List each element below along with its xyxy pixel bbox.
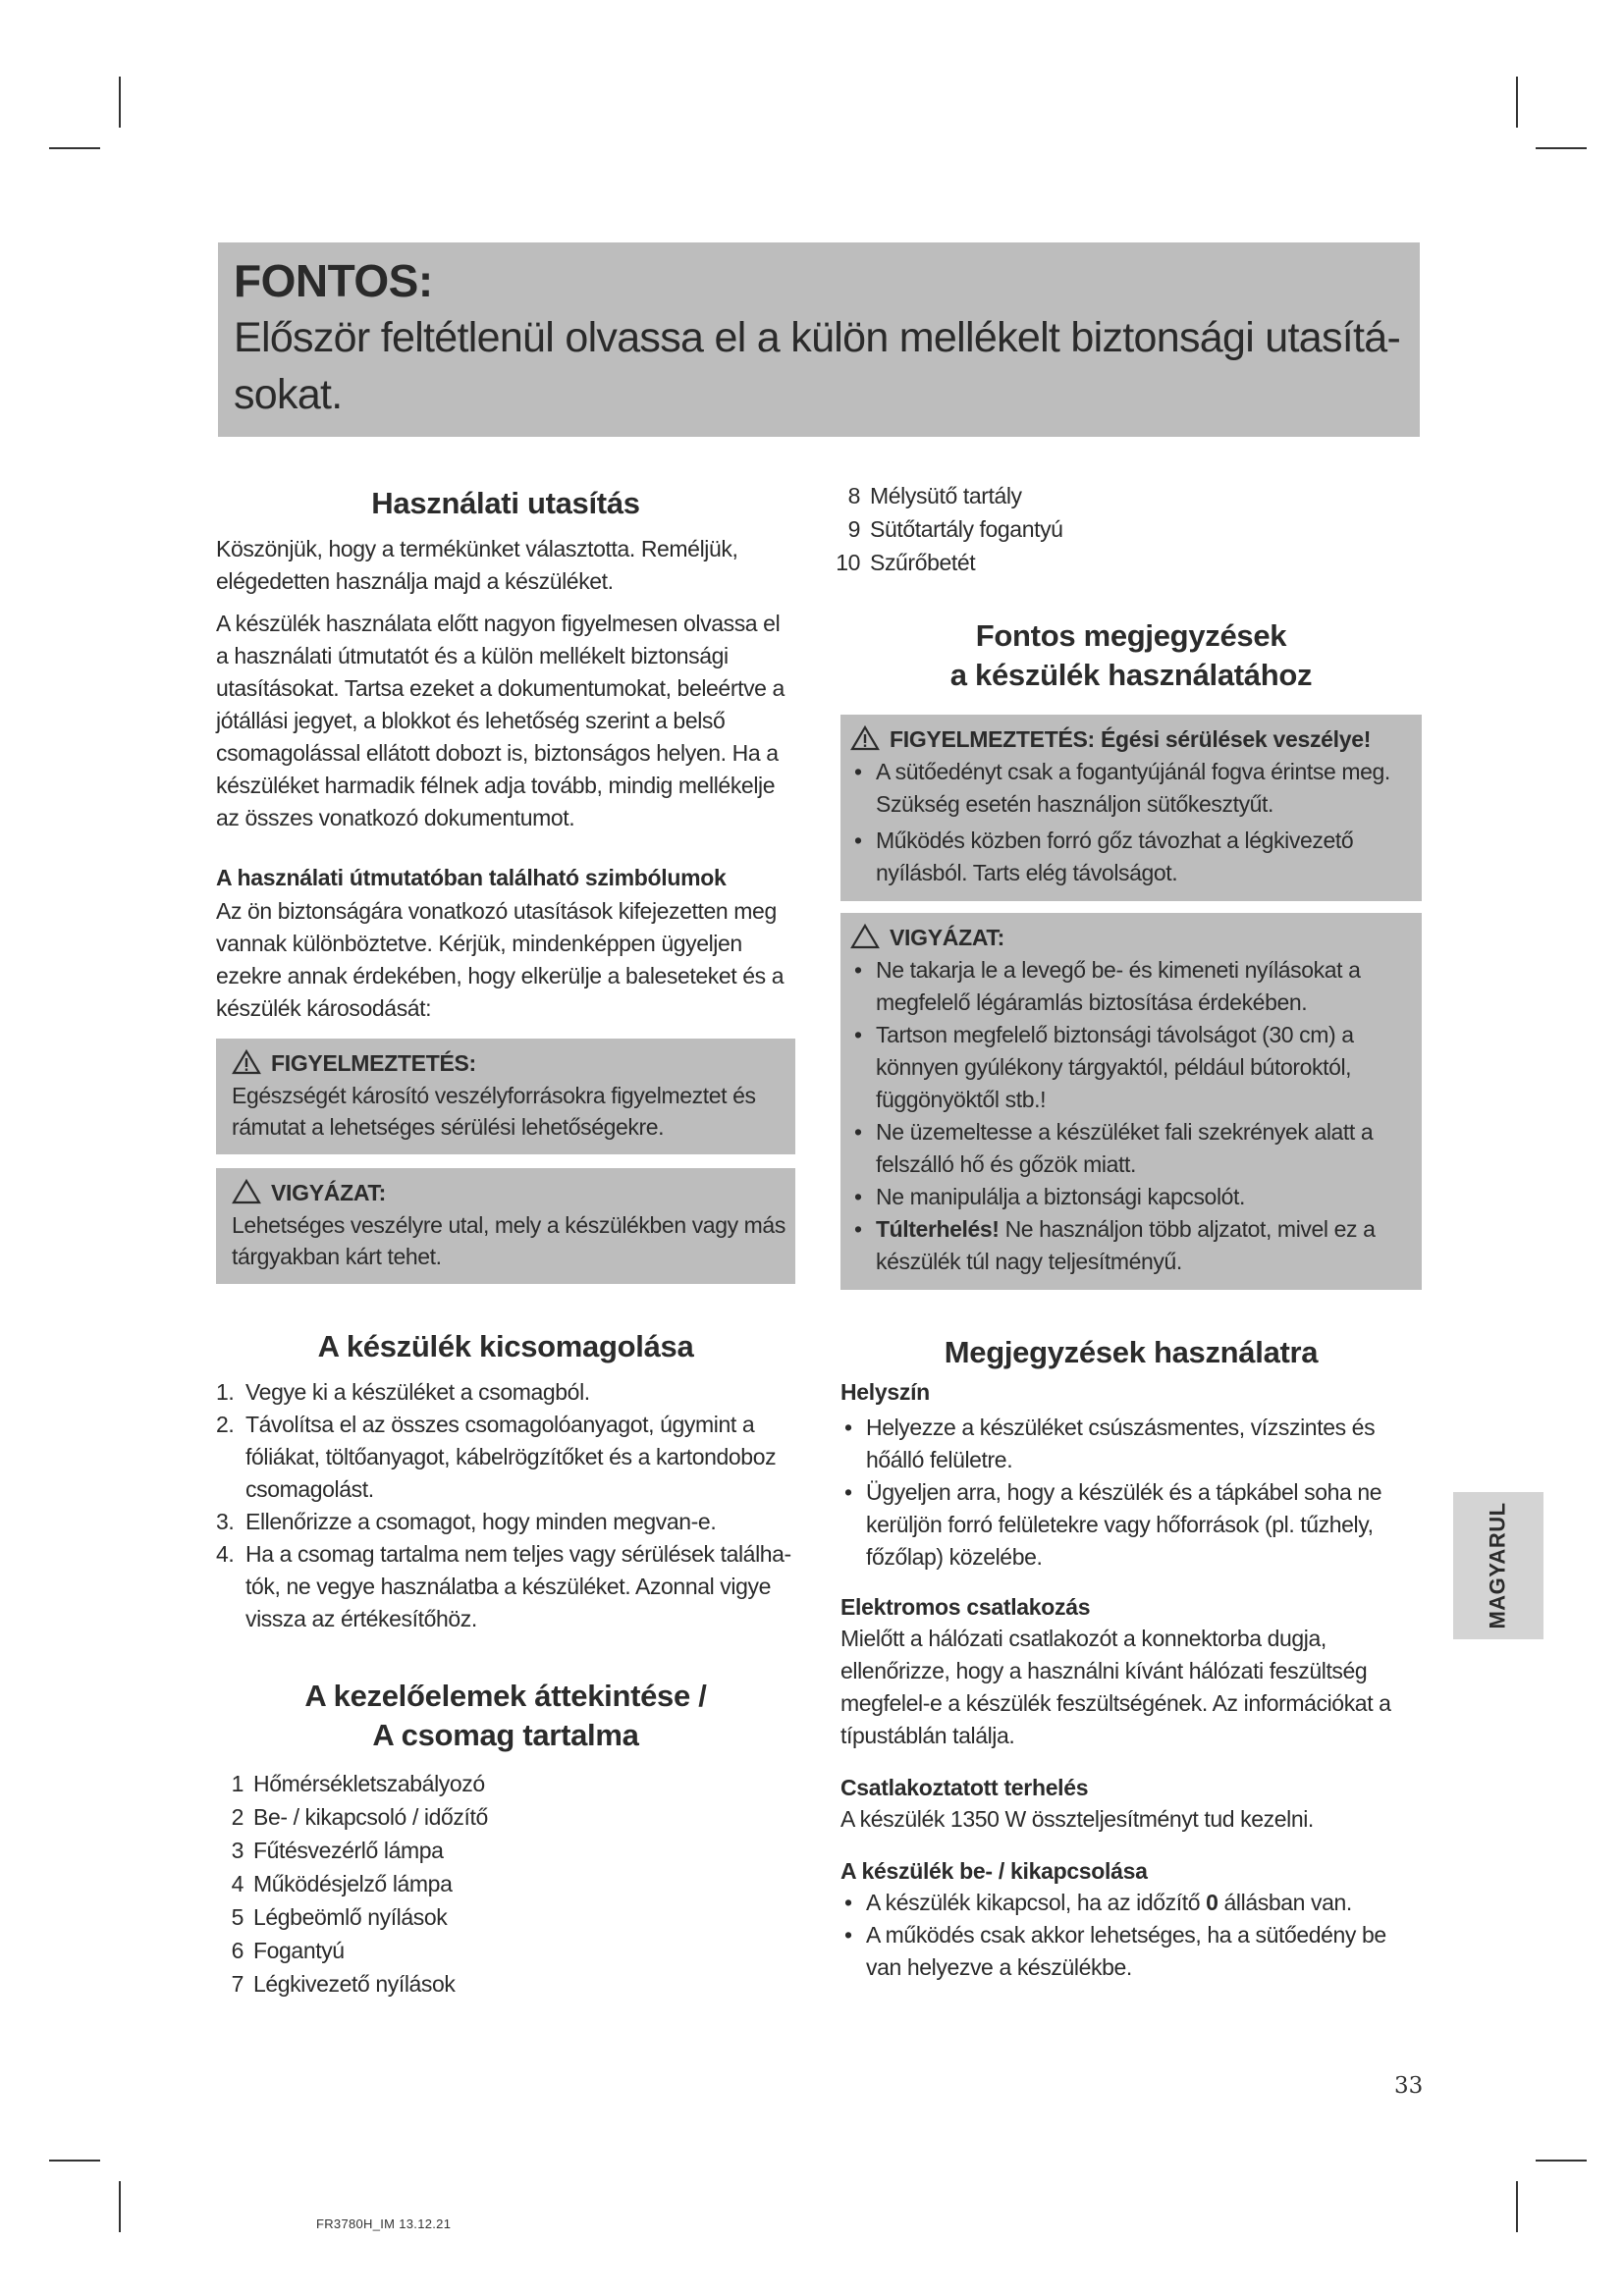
parts-list-continued	[833, 479, 1422, 579]
bullet-item: • A működés csak akkor lehetséges, ha a sütőedény be van helyezve a készülékbe.	[844, 1922, 1386, 1980]
part-item: 4 Működésjelző lámpa	[231, 1871, 453, 1896]
load-heading: Csatlakoztatott terhelés	[840, 1775, 1089, 1800]
burn-warning-title: FIGYELMEZTETÉS: Égési sérülések veszélye!	[890, 726, 1372, 752]
unpack-step: 2. Távolítsa el az összes csomagolóanyagot, úgymint a fóliákat, töltőanyagot, kábelrögzítőket és a kartondoboz csomagolást.	[216, 1412, 777, 1502]
important-banner	[218, 242, 1420, 437]
footer-code: FR3780H_IM 13.12.21	[316, 2216, 452, 2231]
bullet-item: • Működés közben forró gőz távozhat a légkivezető nyílásból. Tarts elég távolságot.	[854, 828, 1354, 885]
caution-text: Lehetséges veszélyre utal, mely a készülékben vagy más tárgyakban kárt tehet.	[232, 1212, 785, 1269]
caution-list	[850, 954, 1412, 1278]
caution-triangle-icon	[850, 924, 880, 949]
banner-line-1: Először feltétlenül olvassa el a külön mellékelt biztonsági utasítá-	[234, 314, 1401, 361]
usage-title: Használati utasítás	[371, 486, 640, 520]
unpack-title: A készülék kicsomagolása	[317, 1329, 694, 1363]
crop-mark	[49, 147, 100, 149]
crop-mark	[49, 2160, 100, 2162]
burn-warning-list	[850, 756, 1412, 889]
caution-title: VIGYÁZAT:	[271, 1180, 386, 1205]
right-column	[836, 479, 1422, 1984]
left-column	[216, 479, 795, 2001]
notes-title-2: a készülék használatához	[949, 658, 1313, 692]
bullet-item: • Ügyeljen arra, hogy a készülék és a tápkábel soha ne kerüljön forró felületekre vagy hőforrások (pl. tűzhely, főzőlap) közelébe.	[844, 1479, 1382, 1570]
load-paragraph: A készülék 1350 W összteljesítményt tud kezelni.	[840, 1806, 1314, 1832]
location-heading: Helyszín	[840, 1379, 930, 1405]
bullet-item: • Túlterhelés! Ne használjon több aljzatot, mivel ez a készülék túl nagy teljesítményű.	[854, 1216, 1376, 1274]
crop-mark	[119, 2181, 121, 2232]
part-item: 8 Mélysütő tartály	[847, 483, 1022, 508]
page-number: 33	[1394, 2073, 1424, 2099]
banner-title: FONTOS:	[234, 255, 433, 306]
symbols-paragraph: Az ön biztonságára vonatkozó utasítások kifejezetten meg vannak különböztetve. Kérjük, mindenképpen ügyeljen ezekre annak érdekében, hogy elkerülje a baleseteket és a készülék károsodását:	[216, 898, 785, 1021]
caution-box	[216, 1168, 795, 1284]
usage-notes-title: Megjegyzések használatra	[944, 1335, 1319, 1369]
bullet-item: • Ne manipulálja a biztonsági kapcsolót.	[854, 1184, 1246, 1209]
part-item: 3 Fűtésvezérlő lámpa	[231, 1838, 444, 1863]
warning-triangle-icon	[232, 1049, 261, 1075]
part-item: 9 Sütőtartály fogantyú	[847, 516, 1063, 542]
unpack-step: 4. Ha a csomag tartalma nem teljes vagy sérülések találha-tók, ne vegye használatba a készüléket. Azonnal vigye vissza az értékesítőhöz.	[216, 1541, 791, 1631]
location-list	[840, 1412, 1422, 1574]
bullet-item: • A sütőedényt csak a fogantyújánál fogva érintse meg. Szükség esetén használjon sütőkesztyűt.	[854, 759, 1390, 817]
electric-heading: Elektromos csatlakozás	[840, 1594, 1091, 1620]
part-item: 10 Szűrőbetét	[836, 550, 976, 575]
part-item: 7 Légkivezető nyílások	[231, 1971, 456, 1997]
switch-list	[840, 1887, 1422, 1984]
bullet-item: • Helyezze a készüléket csúszásmentes, vízszintes és hőálló felületre.	[844, 1415, 1376, 1472]
intro-paragraph-2: A készülék használata előtt nagyon figyelmesen olvassa el a használati útmutatót és a külön mellékelt biztonsági utasításokat. Tartsa ezeket a dokumentumokat, beleértve a jótállási jegyet, a blokkot és lehetőség szerint a belső csomagolással ellátott dobozt is, biztonságos helyen. Ha a készüléket harmadik félnek adja tovább, mindig mellékelje az összes vonatkozó dokumentumot.	[216, 611, 785, 830]
caution-list-box	[840, 913, 1422, 1290]
electric-paragraph: Mielőtt a hálózati csatlakozót a konnektorba dugja, ellenőrizze, hogy a használni kívánt hálózati feszültség megfelel-e a készülék feszültségének. Az információkat a típustáblán találja.	[840, 1626, 1391, 1748]
warning-text: Egészségét károsító veszélyforrásokra figyelmeztet és rámutat a lehetséges sérülési lehetőségekre.	[232, 1083, 756, 1140]
bullet-item: • Ne üzemeltesse a készüléket fali szekrények alatt a felszálló hő és gőzök miatt.	[854, 1119, 1374, 1177]
part-item: 1 Hőmérsékletszabályozó	[231, 1771, 485, 1796]
caution-list-title: VIGYÁZAT:	[890, 925, 1004, 950]
crop-mark	[1516, 77, 1518, 128]
warning-title: FIGYELMEZTETÉS:	[271, 1050, 476, 1076]
warning-box	[216, 1039, 795, 1154]
banner-line-2: sokat.	[234, 371, 343, 418]
switch-heading: A készülék be- / kikapcsolása	[840, 1858, 1148, 1884]
crop-mark	[1536, 147, 1587, 149]
unpack-steps	[216, 1376, 795, 1635]
symbols-heading: A használati útmutatóban található szimbólumok	[216, 865, 727, 890]
crop-mark	[119, 77, 121, 128]
parts-list	[216, 1767, 795, 2001]
bullet-item: • Tartson megfelelő biztonsági távolságot (30 cm) a könnyen gyúlékony tárgyaktól, például bútoroktól, függönyöktől stb.!	[854, 1022, 1354, 1112]
bullet-item: • A készülék kikapcsol, ha az időzítő 0 állásban van.	[844, 1890, 1352, 1915]
language-tab-label: MAGYARUL	[1486, 1502, 1510, 1629]
crop-mark	[1516, 2181, 1518, 2232]
part-item: 5 Légbeömlő nyílások	[231, 1904, 448, 1930]
caution-triangle-icon	[232, 1179, 261, 1204]
part-item: 2 Be- / kikapcsoló / időzítő	[231, 1804, 488, 1830]
language-tab	[1453, 1492, 1543, 1639]
notes-title-1: Fontos megjegyzések	[975, 618, 1287, 653]
intro-paragraph-1: Köszönjük, hogy a termékünket választotta. Reméljük, elégedetten használja majd a készüléket.	[216, 536, 738, 594]
crop-mark	[1536, 2160, 1587, 2162]
burn-warning-box	[840, 715, 1422, 901]
overview-title-2: A csomag tartalma	[372, 1718, 639, 1752]
unpack-step: 1. Vegye ki a készüléket a csomagból.	[216, 1379, 590, 1405]
bullet-item: • Ne takarja le a levegő be- és kimeneti nyílásokat a megfelelő légáramlás biztosítása érdekében.	[854, 957, 1361, 1015]
part-item: 6 Fogantyú	[231, 1938, 345, 1963]
warning-triangle-icon	[850, 725, 880, 751]
unpack-step: 3. Ellenőrizze a csomagot, hogy minden megvan-e.	[216, 1509, 717, 1534]
overview-title-1: A kezelőelemek áttekintése /	[304, 1679, 707, 1713]
